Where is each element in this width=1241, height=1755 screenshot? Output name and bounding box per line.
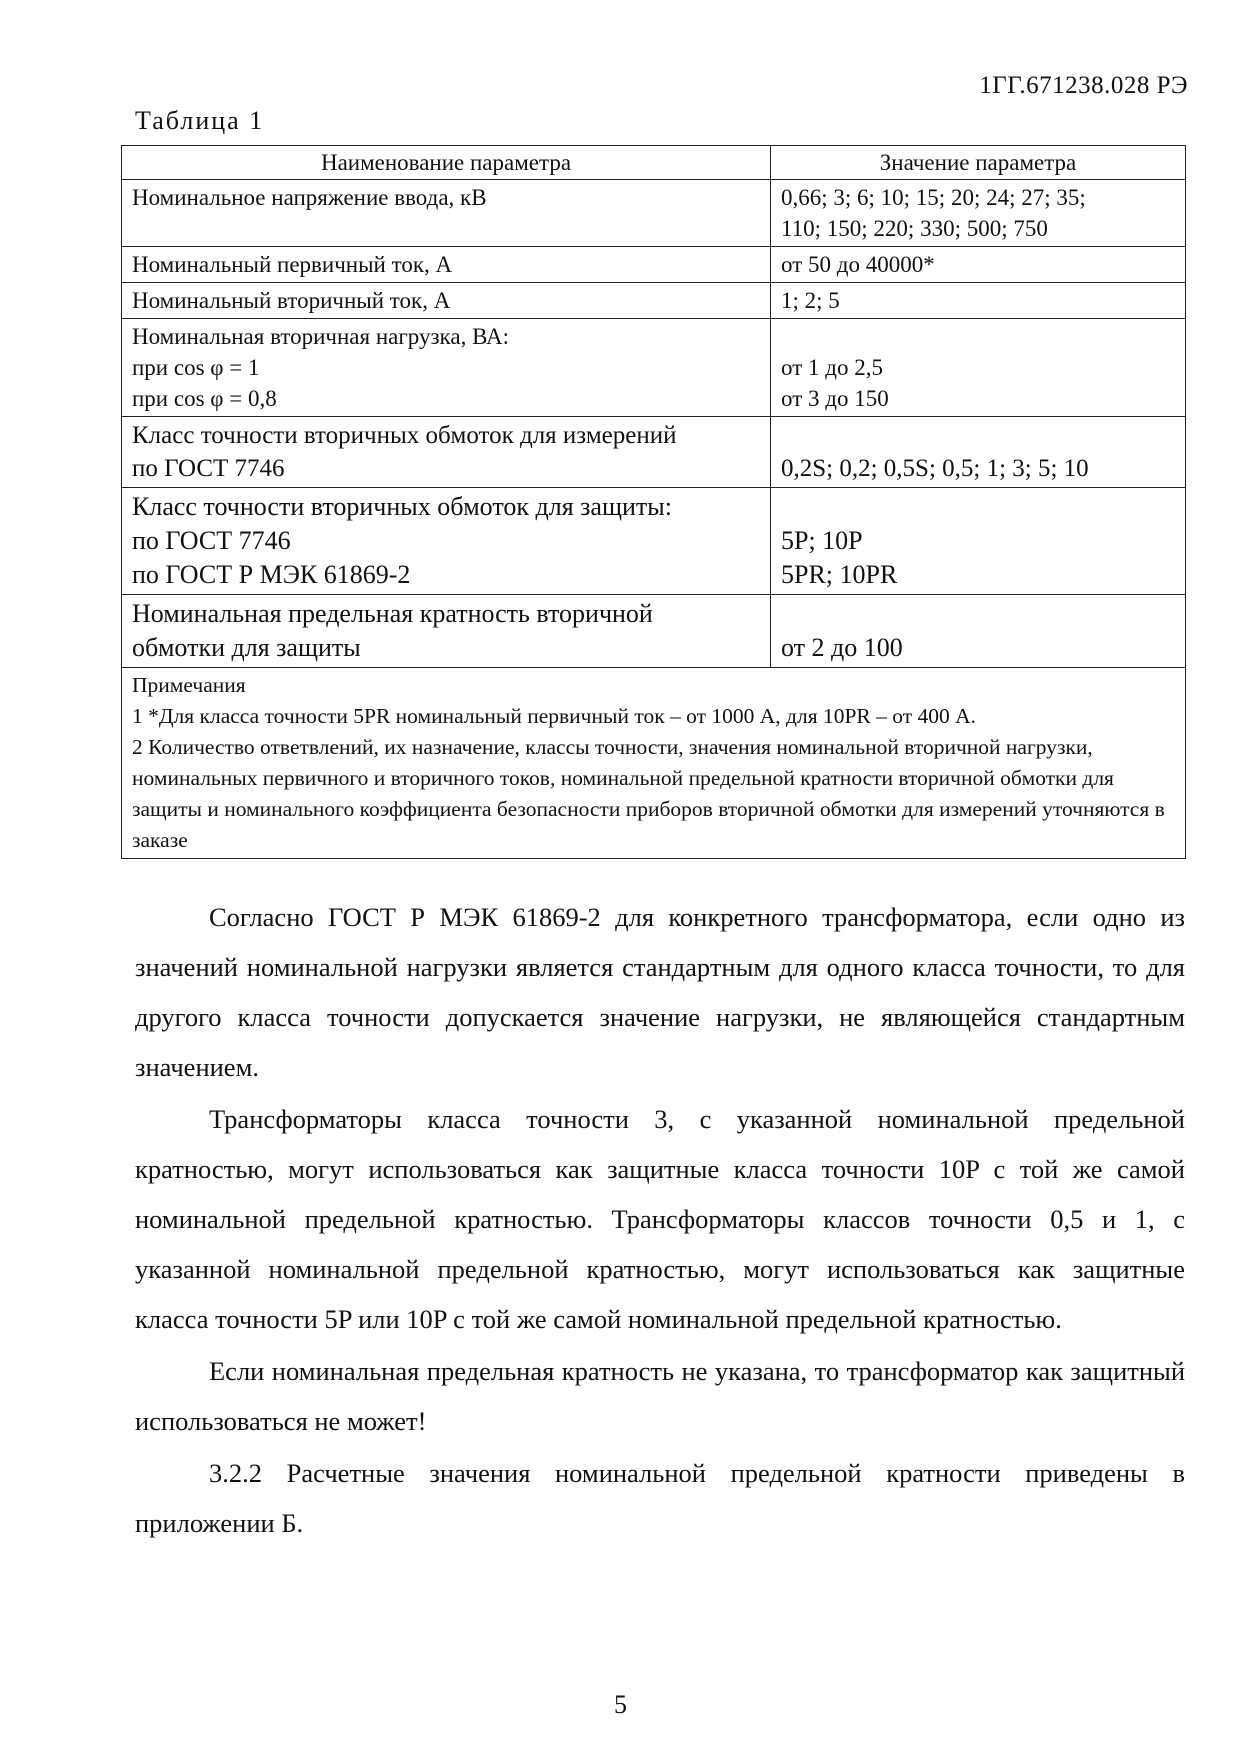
param-value-line: 0,66; 3; 6; 10; 15; 20; 24; 27; 35;: [781, 185, 1086, 210]
parameters-table: [121, 145, 1186, 859]
param-name-cell: [122, 319, 771, 417]
param-name-line: по ГОСТ 7746: [132, 455, 285, 482]
document-code: 1ГГ.671238.028 РЭ: [979, 72, 1188, 99]
param-name-cell: [122, 488, 771, 595]
table-row: [122, 488, 1186, 595]
param-value-cell: [771, 319, 1186, 417]
param-value-cell: [771, 488, 1186, 595]
param-value-line: от 2 до 100: [781, 633, 903, 662]
table-row: [122, 247, 1186, 283]
param-value-line: 1; 2; 5: [781, 288, 840, 313]
param-name-line: при cos φ = 1: [132, 355, 260, 380]
param-value-line: 5PR; 10PR: [781, 560, 898, 589]
param-name-line: по ГОСТ 7746: [132, 526, 291, 555]
param-name-cell: [122, 180, 771, 247]
param-value-line: от 50 до 40000*: [781, 252, 935, 277]
param-name-line: Номинальный первичный ток, А: [132, 252, 453, 277]
param-name-line: при cos φ = 0,8: [132, 386, 277, 411]
param-name-cell: [122, 283, 771, 319]
table-notes-cell: [122, 668, 1186, 859]
paragraph: Согласно ГОСТ Р МЭК 61869-2 для конкретного трансформатора, если одно из значений номинальной нагрузки является стандартным для одного класса точности, то для другого класса точности допускается значение нагрузки, не являющейся стандартным значением.: [135, 902, 1185, 1082]
param-value-cell: [771, 180, 1186, 247]
param-name-cell: [122, 417, 771, 488]
note-item: 1 *Для класса точности 5PR номинальный первичный ток – от 1000 А, для 10PR – от 400 А.: [132, 704, 977, 728]
param-value-line: 110; 150; 220; 330; 500; 750: [781, 216, 1048, 241]
param-value-cell: [771, 283, 1186, 319]
paragraph: 3.2.2 Расчетные значения номинальной предельной кратности приведены в приложении Б.: [135, 1458, 1185, 1538]
param-value-line: [781, 597, 1175, 631]
table-row: [122, 417, 1186, 488]
param-value-line: от 3 до 150: [781, 386, 889, 411]
param-value-line: [781, 490, 1175, 524]
param-value-line: от 1 до 2,5: [781, 355, 883, 380]
param-name-cell: [122, 247, 771, 283]
table-header-row: [122, 146, 1186, 180]
paragraph: Трансформаторы класса точности 3, с указанной номинальной предельной кратностью, могут использоваться как защитные класса точности 10P с той же самой номинальной предельной кратностью. Трансформаторы классов точности 0,5 и 1, с указанной номинальной предельной кратностью, могут использоваться как защитные класса точности 5P или 10P с той же самой номинальной предельной кратностью.: [135, 1104, 1185, 1334]
body-text: [135, 892, 1185, 1550]
param-value-cell: [771, 417, 1186, 488]
param-name-line: по ГОСТ Р МЭК 61869-2: [132, 560, 411, 589]
notes-title: Примечания: [132, 673, 246, 697]
param-value-line: [781, 419, 1175, 452]
note-item: 2 Количество ответвлений, их назначение, классы точности, значения номинальной вторичной нагрузки, номинальных первичного и вторичного токов, номинальной предельной кратности вторичной обмотки для защиты и номинального коэффициента безопасности приборов вторичной обмотки для измерений уточняются в заказе: [132, 735, 1165, 852]
page-number: 5: [614, 1690, 627, 1719]
param-value-cell: [771, 595, 1186, 668]
table-row: [122, 180, 1186, 247]
table-caption: Таблица 1: [135, 106, 265, 135]
table-row: [122, 595, 1186, 668]
param-name-line: обмотки для защиты: [132, 633, 361, 662]
param-value-line: 5P; 10P: [781, 526, 863, 555]
param-value-line: [781, 321, 1175, 352]
paragraph: Если номинальная предельная кратность не указана, то трансформатор как защитный использоваться не может!: [135, 1356, 1185, 1436]
param-name-cell: [122, 595, 771, 668]
param-name-line: Номинальная вторичная нагрузка, ВА:: [132, 324, 509, 349]
table-row: [122, 283, 1186, 319]
column-header-value: Значение параметра: [771, 146, 1186, 180]
param-value-cell: [771, 247, 1186, 283]
param-name-line: Класс точности вторичных обмоток для защиты:: [132, 492, 672, 521]
param-name-line: Класс точности вторичных обмоток для измерений: [132, 422, 677, 449]
column-header-name: Наименование параметра: [122, 146, 771, 180]
param-name-line: Номинальная предельная кратность вторичной: [132, 599, 653, 628]
param-name-line: Номинальное напряжение ввода, кВ: [132, 185, 487, 210]
param-value-line: 0,2S; 0,2; 0,5S; 0,5; 1; 3; 5; 10: [781, 455, 1089, 482]
param-name-line: Номинальный вторичный ток, А: [132, 288, 451, 313]
table-row: [122, 319, 1186, 417]
table-notes-row: [122, 668, 1186, 859]
